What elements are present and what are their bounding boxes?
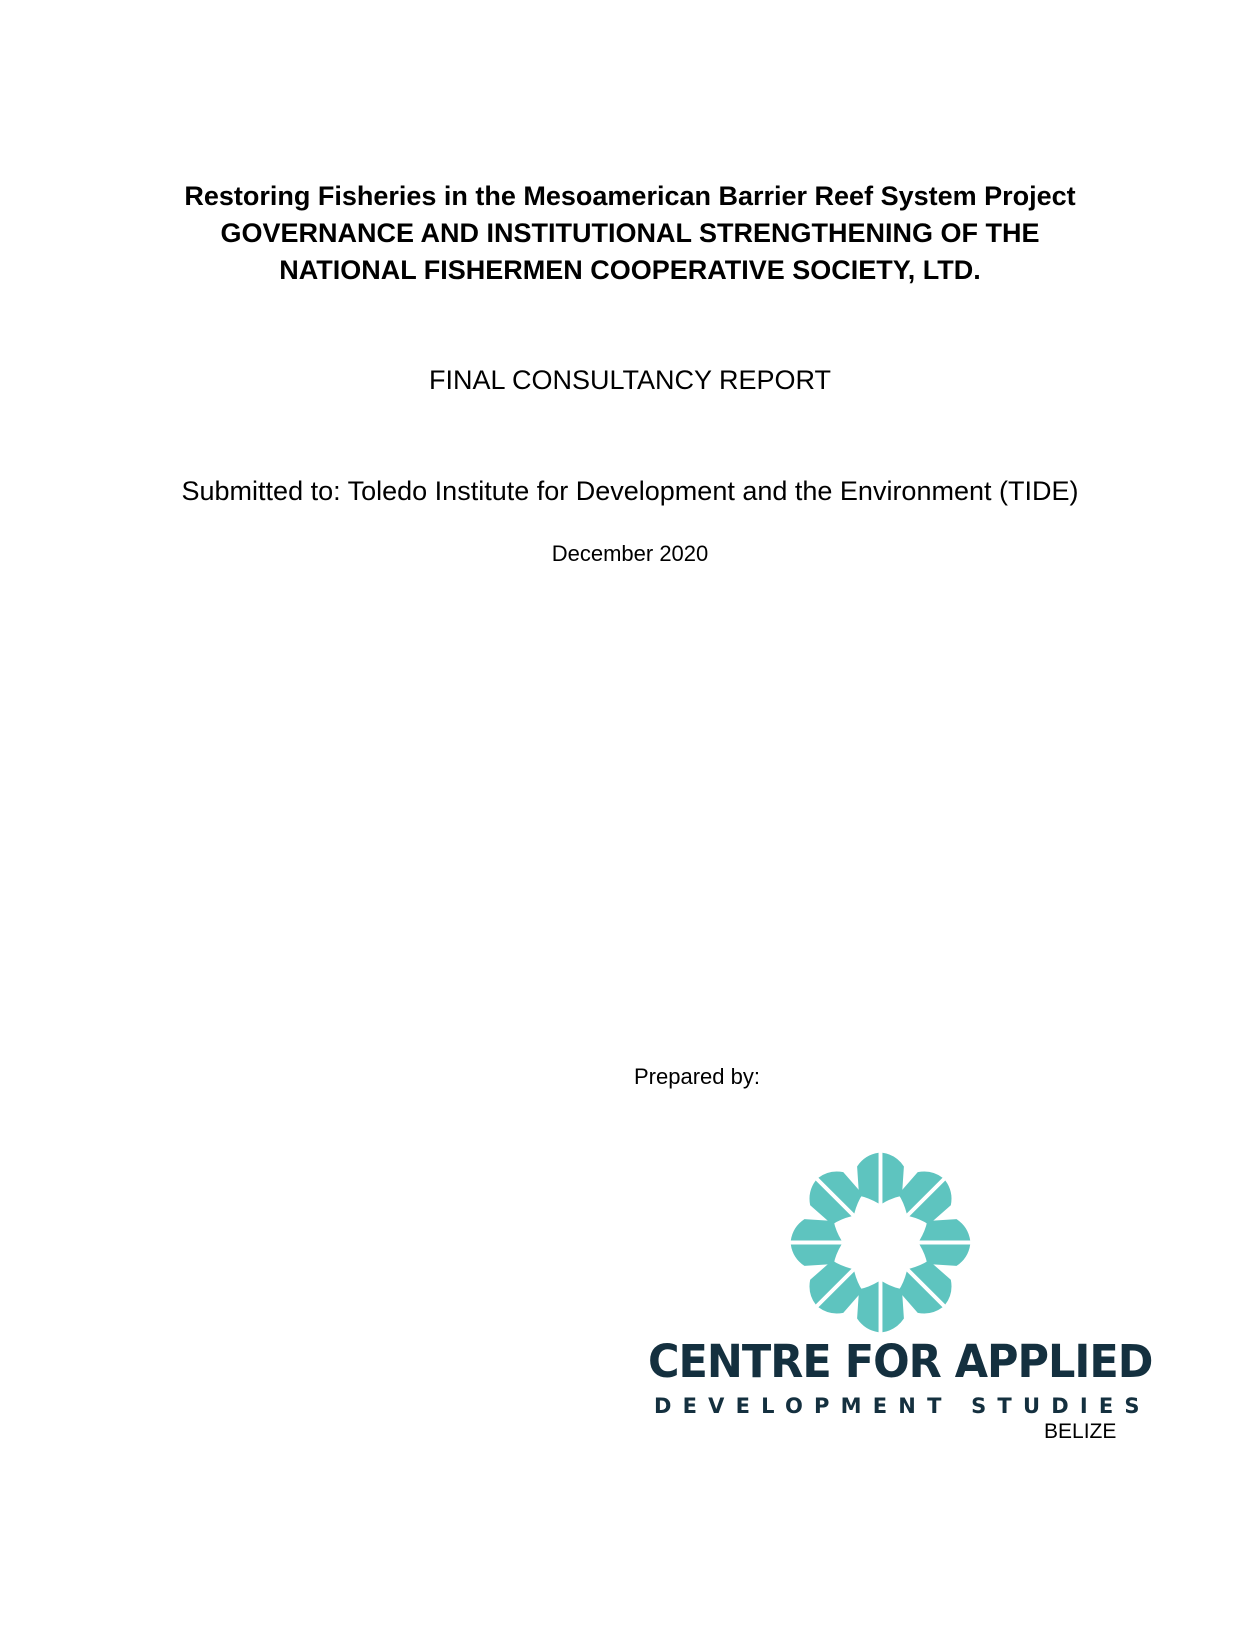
prepared-by-label: Prepared by: (634, 1064, 760, 1089)
logo-petal-left (882, 1282, 903, 1333)
org-name-line1: CENTRE FOR APPLIED (648, 1336, 1153, 1389)
title-line-project: Restoring Fisheries in the Mesoamerican Barrier Reef System Project (184, 181, 1076, 211)
logo-petal-left (791, 1244, 842, 1265)
logo-petal (857, 1282, 904, 1333)
eight-petal-flower-logo-icon (783, 1145, 978, 1340)
logo-petal (791, 1219, 842, 1266)
logo-petal (920, 1219, 971, 1266)
logo-petal-left (920, 1219, 971, 1240)
report-date: December 2020 (551, 541, 709, 566)
org-country: BELIZE (1044, 1420, 1117, 1443)
document-title (0, 178, 1260, 289)
report-type: FINAL CONSULTANCY REPORT (428, 365, 832, 395)
submitted-to: Submitted to: Toledo Institute for Development and the Environment (TIDE) (181, 476, 1079, 506)
logo-petal (857, 1153, 904, 1204)
title-line-governance: GOVERNANCE AND INSTITUTIONAL STRENGTHENING OF THE (220, 218, 1040, 248)
title-line-cooperative: NATIONAL FISHERMEN COOPERATIVE SOCIETY, LTD. (279, 255, 981, 285)
org-name-line2: DEVELOPMENT STUDIES (654, 1394, 1151, 1418)
